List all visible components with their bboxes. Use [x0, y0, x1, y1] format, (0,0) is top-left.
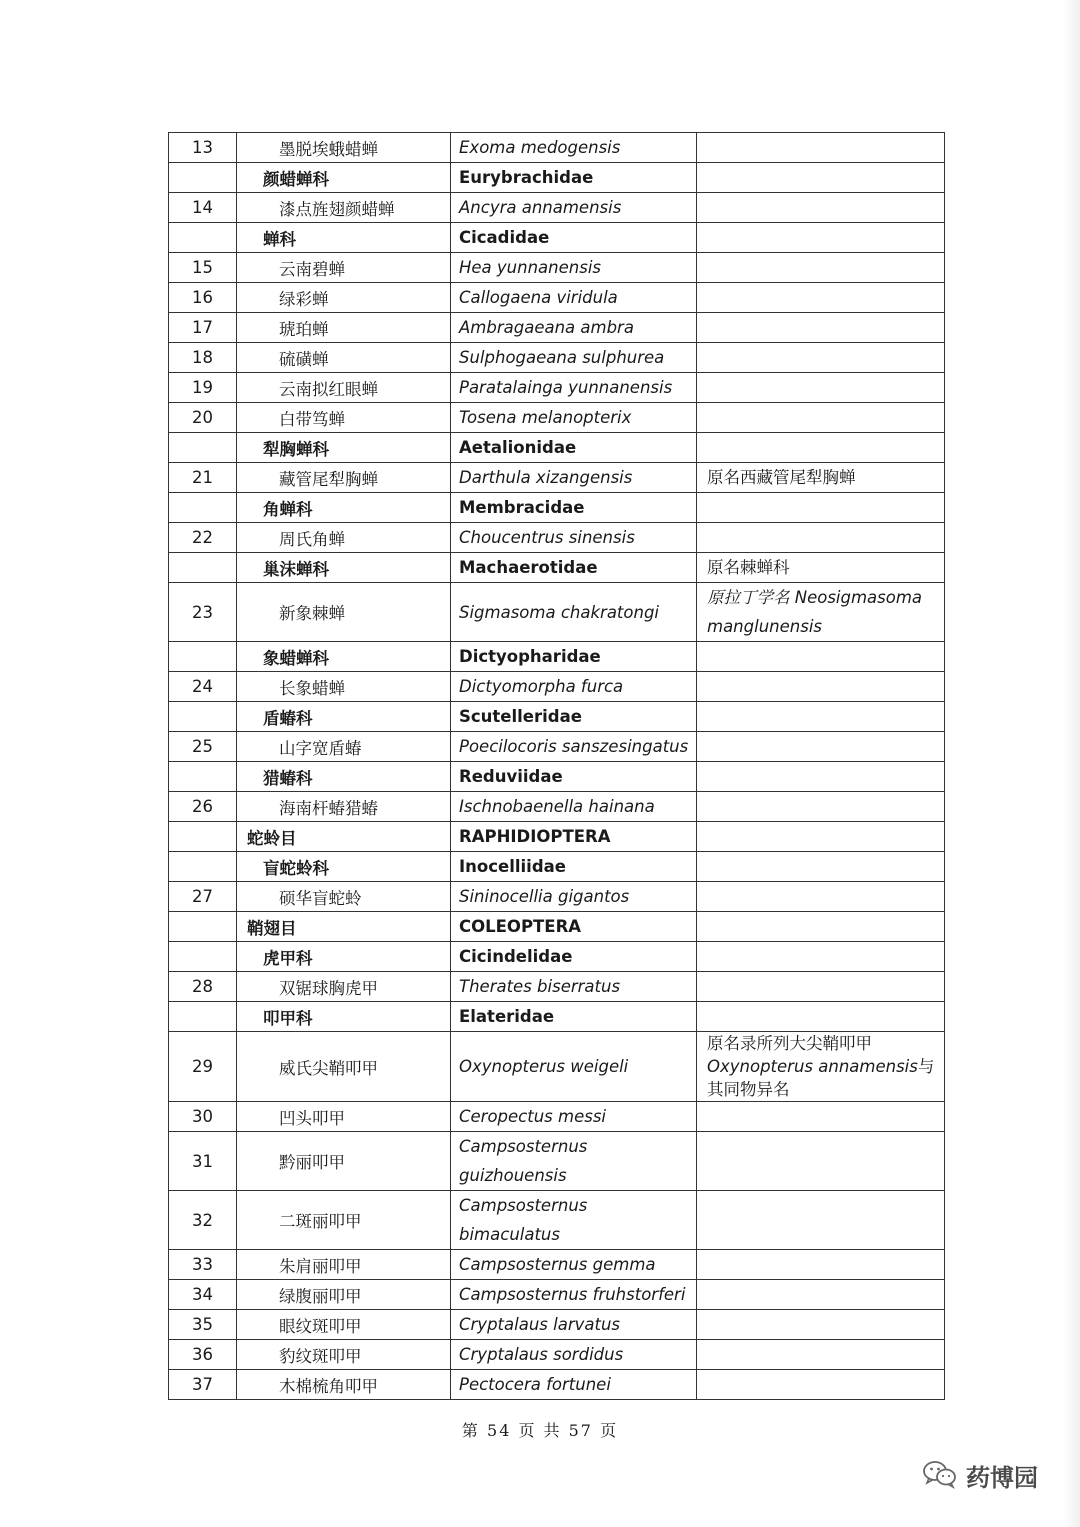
- scientific-name: Ceropectus messi: [451, 1102, 697, 1132]
- table-row: [169, 283, 945, 313]
- remark: [697, 1310, 945, 1340]
- row-number: 31: [169, 1132, 237, 1191]
- table-row: [169, 1102, 945, 1132]
- remark: [697, 912, 945, 942]
- family-chinese-name: 盾蝽科: [237, 702, 451, 732]
- chinese-name: 琥珀蝉: [237, 313, 451, 343]
- row-number: [169, 223, 237, 253]
- row-number: 16: [169, 283, 237, 313]
- chinese-name: 墨脱埃蛾蜡蝉: [237, 133, 451, 163]
- scientific-name: Campsosternus gemma: [451, 1250, 697, 1280]
- row-number: [169, 493, 237, 523]
- family-scientific-name: Cicadidae: [451, 223, 697, 253]
- remark-text: 原名西藏管尾犁胸蝉: [707, 468, 856, 487]
- scientific-name: Darthula xizangensis: [451, 463, 697, 493]
- table-row-family: [169, 163, 945, 193]
- table-row: [169, 1191, 945, 1250]
- table-row-family: [169, 493, 945, 523]
- scientific-name: Sininocellia gigantos: [451, 882, 697, 912]
- scientific-name: Sulphogaeana sulphurea: [451, 343, 697, 373]
- row-number: 35: [169, 1310, 237, 1340]
- table-row-family: [169, 942, 945, 972]
- row-number: 37: [169, 1370, 237, 1400]
- family-scientific-name: Eurybrachidae: [451, 163, 697, 193]
- remark: [697, 762, 945, 792]
- scientific-name: Cryptalaus larvatus: [451, 1310, 697, 1340]
- remark: [697, 702, 945, 732]
- family-scientific-name: Cicindelidae: [451, 942, 697, 972]
- scientific-name: Sigmasoma chakratongi: [451, 583, 697, 642]
- remark: [697, 1132, 945, 1191]
- row-number: [169, 762, 237, 792]
- table-row-family: [169, 642, 945, 672]
- remark: [697, 732, 945, 762]
- scientific-name: Campsosternus fruhstorferi: [451, 1280, 697, 1310]
- scientific-name: Oxynopterus weigeli: [451, 1032, 697, 1102]
- table-row: [169, 313, 945, 343]
- family-chinese-name: 象蜡蝉科: [237, 642, 451, 672]
- scientific-name: Poecilocoris sanszesingatus: [451, 732, 697, 762]
- family-chinese-name: 巢沫蝉科: [237, 553, 451, 583]
- order-scientific-name: RAPHIDIOPTERA: [451, 822, 697, 852]
- table-row: [169, 403, 945, 433]
- remark: [697, 1340, 945, 1370]
- table-row: [169, 1250, 945, 1280]
- table-row: [169, 882, 945, 912]
- chinese-name: 豹纹斑叩甲: [237, 1340, 451, 1370]
- page-edge-shadow: [1062, 0, 1080, 1527]
- row-number: 18: [169, 343, 237, 373]
- remark: [697, 852, 945, 882]
- chinese-name: 白带笃蝉: [237, 403, 451, 433]
- remark: [697, 553, 945, 583]
- scientific-name: Campsosternus guizhouensis: [451, 1132, 697, 1191]
- remark: [697, 283, 945, 313]
- row-number: 15: [169, 253, 237, 283]
- remark: [697, 343, 945, 373]
- remark: [697, 133, 945, 163]
- table-row: [169, 732, 945, 762]
- row-number: [169, 163, 237, 193]
- row-number: [169, 852, 237, 882]
- row-number: [169, 942, 237, 972]
- row-number: 30: [169, 1102, 237, 1132]
- remark: [697, 313, 945, 343]
- row-number: [169, 1002, 237, 1032]
- chinese-name: 云南拟红眼蝉: [237, 373, 451, 403]
- row-number: 33: [169, 1250, 237, 1280]
- table-row-family: [169, 223, 945, 253]
- table-row-order: [169, 912, 945, 942]
- scientific-name: Tosena melanopterix: [451, 403, 697, 433]
- row-number: 29: [169, 1032, 237, 1102]
- remark: [697, 1370, 945, 1400]
- remark: [697, 193, 945, 223]
- table-row: [169, 1340, 945, 1370]
- remark: [697, 642, 945, 672]
- family-scientific-name: Membracidae: [451, 493, 697, 523]
- remark: [697, 373, 945, 403]
- chinese-name: 海南杆蝽猎蝽: [237, 792, 451, 822]
- remark: [697, 972, 945, 1002]
- scientific-name: Choucentrus sinensis: [451, 523, 697, 553]
- remark: [697, 523, 945, 553]
- chinese-name: 硫磺蝉: [237, 343, 451, 373]
- family-scientific-name: Dictyopharidae: [451, 642, 697, 672]
- watermark-text: 药博园: [966, 1464, 1038, 1492]
- scientific-name: Ancyra annamensis: [451, 193, 697, 223]
- chinese-name: 朱肩丽叩甲: [237, 1250, 451, 1280]
- chinese-name: 眼纹斑叩甲: [237, 1310, 451, 1340]
- row-number: [169, 702, 237, 732]
- row-number: 19: [169, 373, 237, 403]
- table-row-family: [169, 433, 945, 463]
- remark: 原拉丁学名 Neosigmasoma manglunensis: [697, 583, 945, 642]
- chinese-name: 绿彩蝉: [237, 283, 451, 313]
- scientific-name: Callogaena viridula: [451, 283, 697, 313]
- row-number: 34: [169, 1280, 237, 1310]
- scientific-name: Pectocera fortunei: [451, 1370, 697, 1400]
- family-scientific-name: Inocelliidae: [451, 852, 697, 882]
- chinese-name: 藏管尾犁胸蝉: [237, 463, 451, 493]
- remark: [697, 1280, 945, 1310]
- chinese-name: 新象棘蝉: [237, 583, 451, 642]
- table-row: [169, 1032, 945, 1102]
- row-number: 14: [169, 193, 237, 223]
- remark: [697, 223, 945, 253]
- family-scientific-name: Scutelleridae: [451, 702, 697, 732]
- chinese-name: 凹头叩甲: [237, 1102, 451, 1132]
- row-number: 25: [169, 732, 237, 762]
- row-number: 22: [169, 523, 237, 553]
- row-number: 23: [169, 583, 237, 642]
- chinese-name: 威氏尖鞘叩甲: [237, 1032, 451, 1102]
- remark-text: 其同物异名: [707, 1080, 790, 1099]
- chinese-name: 硕华盲蛇蛉: [237, 882, 451, 912]
- remark: [697, 493, 945, 523]
- family-chinese-name: 颜蜡蝉科: [237, 163, 451, 193]
- remark: [697, 163, 945, 193]
- row-number: [169, 553, 237, 583]
- wechat-icon: [922, 1459, 958, 1493]
- row-number: 20: [169, 403, 237, 433]
- remark: [697, 822, 945, 852]
- page-footer: 第 54 页 共 57 页: [461, 1421, 619, 1440]
- remark: [697, 463, 945, 493]
- family-scientific-name: Elateridae: [451, 1002, 697, 1032]
- table-row-family: [169, 553, 945, 583]
- family-chinese-name: 犁胸蝉科: [237, 433, 451, 463]
- remark: [697, 1191, 945, 1250]
- row-number: [169, 433, 237, 463]
- chinese-name: 绿腹丽叩甲: [237, 1280, 451, 1310]
- order-scientific-name: COLEOPTERA: [451, 912, 697, 942]
- table-row: [169, 1132, 945, 1191]
- table-row-family: [169, 702, 945, 732]
- table-row: [169, 133, 945, 163]
- family-chinese-name: 虎甲科: [237, 942, 451, 972]
- table-row: [169, 463, 945, 493]
- scientific-name: Campsosternus bimaculatus: [451, 1191, 697, 1250]
- family-chinese-name: 叩甲科: [237, 1002, 451, 1032]
- table-row-order: [169, 822, 945, 852]
- scientific-name: Hea yunnanensis: [451, 253, 697, 283]
- row-number: 32: [169, 1191, 237, 1250]
- row-number: [169, 822, 237, 852]
- row-number: 36: [169, 1340, 237, 1370]
- row-number: 24: [169, 672, 237, 702]
- family-scientific-name: Aetalionidae: [451, 433, 697, 463]
- remark: [697, 792, 945, 822]
- remark: [697, 882, 945, 912]
- chinese-name: 漆点旌翅颜蜡蝉: [237, 193, 451, 223]
- chinese-name: 云南碧蝉: [237, 253, 451, 283]
- chinese-name: 双锯球胸虎甲: [237, 972, 451, 1002]
- species-table: [168, 132, 945, 1400]
- family-scientific-name: Reduviidae: [451, 762, 697, 792]
- remark: [697, 1102, 945, 1132]
- table-row: [169, 972, 945, 1002]
- chinese-name: 山字宽盾蝽: [237, 732, 451, 762]
- table-row: [169, 792, 945, 822]
- scientific-name: Ambragaeana ambra: [451, 313, 697, 343]
- row-number: 13: [169, 133, 237, 163]
- table-row: [169, 1370, 945, 1400]
- table-row: [169, 343, 945, 373]
- table-row: [169, 1310, 945, 1340]
- remark: [697, 672, 945, 702]
- remark-scientific-name: Oxynopterus annamensis: [707, 1057, 918, 1076]
- chinese-name: 周氏角蝉: [237, 523, 451, 553]
- remark-text: 与: [917, 1057, 935, 1076]
- remark: [697, 1250, 945, 1280]
- row-number: 21: [169, 463, 237, 493]
- table-row: [169, 193, 945, 223]
- row-number: 26: [169, 792, 237, 822]
- row-number: 17: [169, 313, 237, 343]
- table-row-family: [169, 852, 945, 882]
- remark: [697, 942, 945, 972]
- chinese-name: 黔丽叩甲: [237, 1132, 451, 1191]
- order-chinese-name: 鞘翅目: [237, 912, 451, 942]
- watermark: [922, 1458, 1038, 1493]
- remark-text: 原名棘蝉科: [707, 558, 790, 577]
- table-row: [169, 373, 945, 403]
- row-number: [169, 642, 237, 672]
- table-row-family: [169, 1002, 945, 1032]
- remark: [697, 433, 945, 463]
- order-chinese-name: 蛇蛉目: [237, 822, 451, 852]
- remark: [697, 403, 945, 433]
- chinese-name: 二斑丽叩甲: [237, 1191, 451, 1250]
- chinese-name: 木棉梳角叩甲: [237, 1370, 451, 1400]
- family-scientific-name: Machaerotidae: [451, 553, 697, 583]
- family-chinese-name: 蝉科: [237, 223, 451, 253]
- remark: [697, 253, 945, 283]
- scientific-name: Cryptalaus sordidus: [451, 1340, 697, 1370]
- table-row: [169, 253, 945, 283]
- table-body: [169, 133, 945, 1400]
- scientific-name: Therates biserratus: [451, 972, 697, 1002]
- scientific-name: Dictyomorpha furca: [451, 672, 697, 702]
- table-row: [169, 583, 945, 642]
- row-number: [169, 912, 237, 942]
- scientific-name: Exoma medogensis: [451, 133, 697, 163]
- row-number: 27: [169, 882, 237, 912]
- remark: [697, 1032, 945, 1102]
- table-row: [169, 1280, 945, 1310]
- family-chinese-name: 猎蝽科: [237, 762, 451, 792]
- chinese-name: 长象蜡蝉: [237, 672, 451, 702]
- scientific-name: Paratalainga yunnanensis: [451, 373, 697, 403]
- scientific-name: Ischnobaenella hainana: [451, 792, 697, 822]
- row-number: 28: [169, 972, 237, 1002]
- table-row: [169, 523, 945, 553]
- remark: [697, 1002, 945, 1032]
- remark-text: 原名录所列大尖鞘叩甲: [707, 1034, 872, 1053]
- family-chinese-name: 盲蛇蛉科: [237, 852, 451, 882]
- family-chinese-name: 角蝉科: [237, 493, 451, 523]
- table-row: [169, 672, 945, 702]
- table-row-family: [169, 762, 945, 792]
